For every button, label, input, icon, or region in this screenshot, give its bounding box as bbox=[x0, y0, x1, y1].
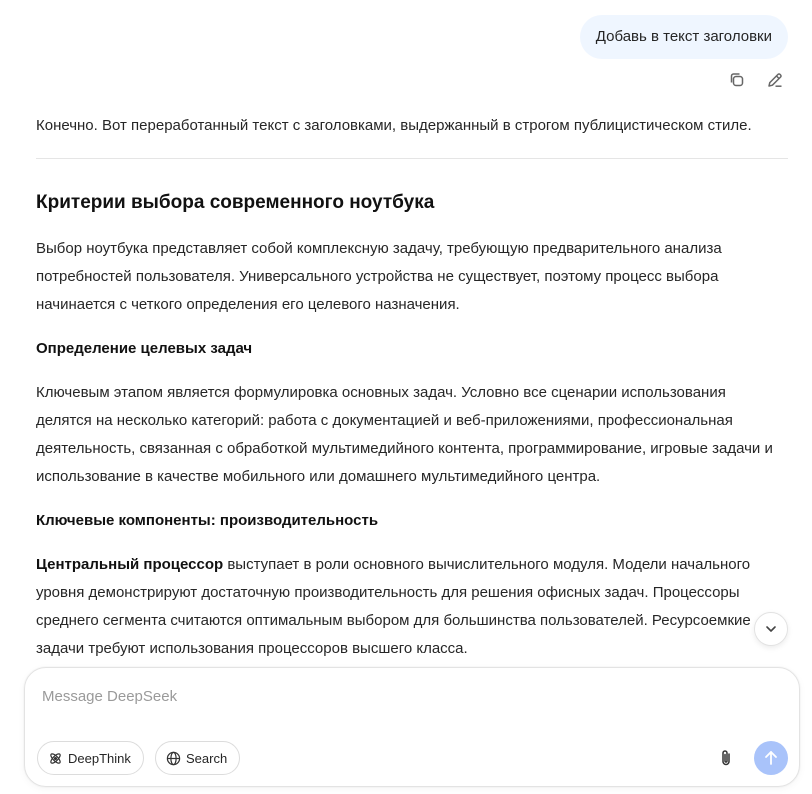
message-composer bbox=[24, 667, 800, 787]
paragraph-3 bbox=[36, 551, 776, 663]
paragraph-2: Ключевым этапом является формулировка основных задач. Условно все сценарии использования делятся на несколько категорий: работа с документацией и веб-приложениями, профессиональная деятельность, связанная с обработкой мультимедийного контента, программирование, игровые задачи и использование в качестве мобильного или домашнего мультимедийного центра. bbox=[36, 384, 773, 485]
deepthink-toggle[interactable] bbox=[37, 741, 144, 775]
copy-icon[interactable] bbox=[726, 69, 748, 91]
send-button[interactable] bbox=[754, 741, 788, 775]
user-message-bubble: Добавь в текст заголовки bbox=[580, 15, 788, 59]
heading-tasks: Определение целевых задач bbox=[36, 340, 253, 357]
edit-icon[interactable] bbox=[764, 69, 786, 91]
scroll-down-button[interactable] bbox=[754, 612, 788, 646]
arrow-up-icon bbox=[764, 750, 778, 766]
globe-icon bbox=[166, 751, 181, 766]
paragraph-3-rest: выступает в роли основного вычислительного модуля. Модели начального уровня демонстрируют достаточную производительность для решения офисных задач. Процессоры среднего сегмента считаются оптимальным выбором для большинства пользователей. Ресурсоемкие задачи требуют использования процессоров высшего класса. bbox=[36, 556, 751, 657]
message-actions bbox=[726, 69, 786, 91]
paragraph-1: Выбор ноутбука представляет собой комплексную задачу, требующую предварительного анализа потребностей пользователя. Универсального устройства не существует, поэтому процесс выбора начинается с четкого определения его целевого назначения. bbox=[36, 240, 722, 313]
article-title: Критерии выбора современного ноутбука bbox=[36, 192, 435, 213]
chevron-down-icon bbox=[764, 622, 778, 636]
search-toggle[interactable] bbox=[155, 741, 240, 775]
paperclip-icon bbox=[718, 749, 734, 767]
assistant-message bbox=[36, 112, 776, 668]
heading-components: Ключевые компоненты: производительность bbox=[36, 512, 379, 529]
divider bbox=[36, 158, 788, 159]
deepthink-label: DeepThink bbox=[68, 750, 131, 766]
assistant-intro: Конечно. Вот переработанный текст с заголовками, выдержанный в строгом публицистическом стиле. bbox=[36, 117, 752, 134]
message-input[interactable] bbox=[42, 684, 742, 708]
cpu-term: Центральный процессор bbox=[36, 556, 224, 573]
atom-icon bbox=[48, 751, 63, 766]
attach-button[interactable] bbox=[715, 747, 737, 769]
user-message-row bbox=[580, 15, 788, 59]
search-label: Search bbox=[186, 750, 228, 766]
